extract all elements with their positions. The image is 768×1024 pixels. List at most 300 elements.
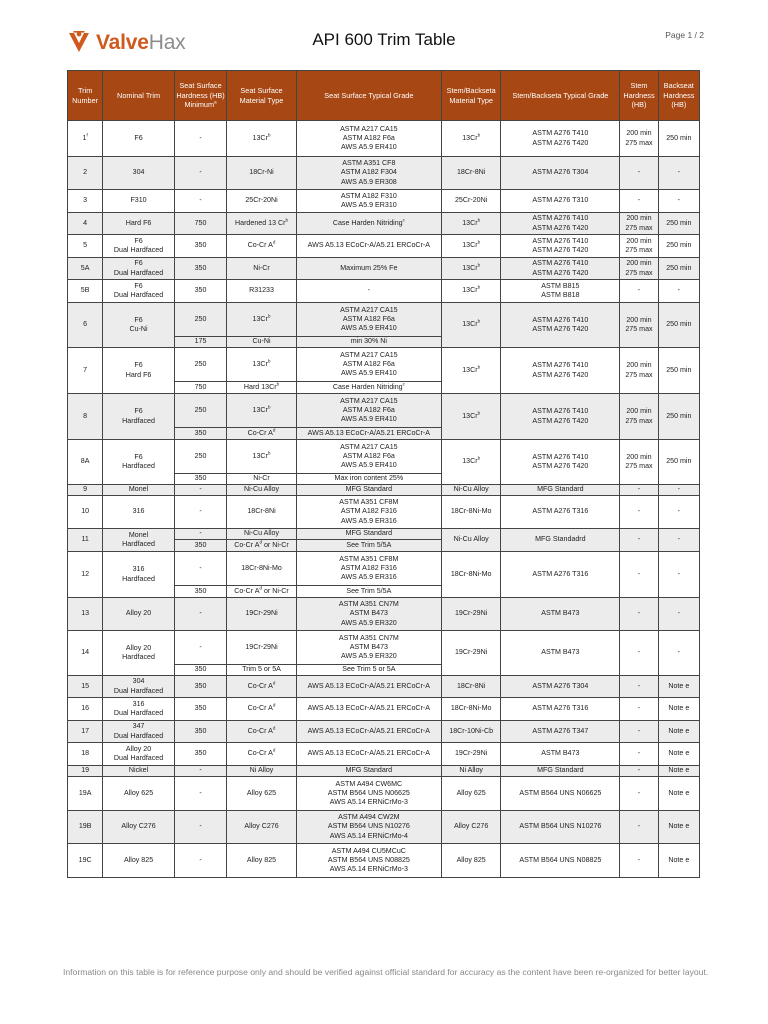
table-cell: 13Cr$^b$ [441,394,500,440]
table-cell: Alloy 20 Hardfaced [103,631,175,676]
table-cell: Case Harden Nitriding$^c$ [296,213,441,235]
table-cell: - [620,529,658,552]
table-cell: ASTM A276 T410 ASTM A276 T420 [501,348,620,394]
table-cell: 13Cr$^b$ [227,121,297,157]
table-cell: MFG Standard [501,485,620,496]
table-cell: 13Cr$^b$ [227,303,297,337]
table-cell: - [620,157,658,190]
table-cell: Ni Alloy [227,766,297,777]
table-cell: - [174,496,226,529]
footnote-marker: b [477,217,481,223]
footnote-marker: c [402,217,405,223]
table-cell: ASTM A276 T316 [501,496,620,529]
table-cell: ASTM A494 CW2M ASTM B564 UNS N10276 AWS A5.14 ERNiCrMo-4 [296,811,441,844]
table-cell: 19B [68,811,103,844]
table-row [68,394,700,428]
table-cell: 5A [68,258,103,280]
table-cell: 18Cr-8Ni-Mo [441,552,500,598]
table-cell: ASTM A276 T410 ASTM A276 T420 [501,213,620,235]
table-cell: 350 [174,743,226,766]
table-cell: 350 [174,280,226,303]
table-cell: MFG Standard [296,529,441,540]
table-cell: ASTM B473 [501,598,620,631]
table-cell: 10 [68,496,103,529]
table-cell: - [620,485,658,496]
table-cell: - [174,844,226,878]
table-cell: - [620,631,658,676]
table-cell: AWS A5.13 ECoCr-A/A5.21 ERCoCr-A [296,428,441,440]
footnote-marker: b [477,364,481,370]
footnote-marker: b [267,404,271,410]
table-cell: ASTM A276 T410 ASTM A276 T420 [501,440,620,485]
table-cell: 200 min 275 max [620,440,658,485]
table-row [68,698,700,721]
table-cell: ASTM A276 T410 ASTM A276 T420 [501,258,620,280]
table-cell: Alloy 625 [103,777,175,811]
page-number: Page 1 / 2 [665,30,704,40]
table-cell: Ni-Cu Alloy [441,485,500,496]
table-cell: 13 [68,598,103,631]
table-cell: ASTM A494 CW6MC ASTM B564 UNS N06625 AWS A5.14 ERNiCrMo-3 [296,777,441,811]
table-cell: ASTM A276 T410 ASTM A276 T420 [501,394,620,440]
table-cell: Ni Alloy [441,766,500,777]
table-cell: Alloy 20 [103,598,175,631]
footnote-marker: d [272,240,276,246]
trim-table [67,70,700,878]
table-cell: 6 [68,303,103,348]
table-cell: 304 [103,157,175,190]
table-cell: ASTM B473 [501,631,620,676]
table-cell: Cu-Ni [227,337,297,348]
table-cell: - [620,766,658,777]
column-header: Stem/Backseta Typical Grade [501,71,620,121]
table-cell: Max iron content 25% [296,474,441,485]
table-cell: 250 [174,348,226,382]
table-cell: min 30% Ni [296,337,441,348]
table-cell: 18Cr-Ni [227,157,297,190]
table-cell: 18Cr-8Ni-Mo [227,552,297,586]
table-cell: Ni-Cu Alloy [227,485,297,496]
table-cell: 350 [174,258,226,280]
table-cell: 19Cr-29Ni [441,743,500,766]
table-cell: See Trim 5/5A [296,540,441,552]
table-cell: 14 [68,631,103,676]
footnote-marker: b [267,358,271,364]
table-cell: Co-Cr $A^d$ or Ni-Cr [227,586,297,598]
table-cell: MFG Standard [296,485,441,496]
table-row [68,280,700,303]
table-cell: Alloy 20 Dual Hardfaced [103,743,175,766]
table-cell: ASTM A276 T304 [501,157,620,190]
table-cell: MFG Standadrd [501,529,620,552]
table-cell: ASTM A276 T410 ASTM A276 T420 [501,303,620,348]
table-cell: 2 [68,157,103,190]
table-cell: 304 Dual Hardfaced [103,676,175,698]
table-cell: 200 min 275 max [620,213,658,235]
table-cell: F6 Hardfaced [103,394,175,440]
table-cell: Ni-Cu Alloy [441,529,500,552]
footnote-marker: b [276,381,280,387]
table-cell: 350 [174,474,226,485]
table-cell: 350 [174,676,226,698]
footnote-marker: b [477,319,481,325]
table-cell: Co-Cr $A^d$ [227,235,297,258]
table-cell: 350 [174,665,226,676]
table-cell: Note e [658,676,699,698]
table-row [68,348,700,382]
footnote-marker: d [272,748,276,754]
table-cell: 9 [68,485,103,496]
table-cell: 316 Dual Hardfaced [103,698,175,721]
table-cell: ASTM A182 F310 AWS A5.9 ER310 [296,190,441,213]
table-row [68,485,700,496]
table-cell: - [658,190,699,213]
footnote-marker: b [267,132,271,138]
table-cell: 250 min [658,303,699,348]
table-cell: 200 min 275 max [620,394,658,440]
footnote-marker: d [272,703,276,709]
table-cell: 250 min [658,348,699,394]
table-cell: 13Cr$^b$ [227,348,297,382]
table-cell: ASTM A276 T410 ASTM A276 T420 [501,235,620,258]
table-row [68,552,700,586]
column-header: Seat Surface Typical Grade [296,71,441,121]
table-cell: - [658,631,699,676]
table-cell: 8A [68,440,103,485]
table-cell: - [174,631,226,665]
table-cell: 16 [68,698,103,721]
table-cell: ASTM A351 CF8 ASTM A182 F304 AWS A5.9 ER308 [296,157,441,190]
table-cell: - [620,721,658,743]
table-cell: - [174,485,226,496]
table-cell: 250 [174,440,226,474]
table-row [68,777,700,811]
table-cell: Alloy 625 [227,777,297,811]
column-header: Seat Surface Hardness (HB) Minimum$^a$ [174,71,226,121]
table-cell: Note e [658,721,699,743]
table-header-row [68,71,700,121]
column-header: Seat Surface Material Type [227,71,297,121]
table-cell: Co-Cr $A^d$ or Ni-Cr [227,540,297,552]
table-cell: Co-Cr $A^d$ [227,676,297,698]
table-cell: R31233 [227,280,297,303]
table-cell: 250 min [658,394,699,440]
footnote-marker: b [477,285,481,291]
table-cell: - [620,676,658,698]
table-cell: AWS A5.13 ECoCr-A/A5.21 ERCoCr-A [296,235,441,258]
table-cell: ASTM A351 CF8M ASTM A182 F316 AWS A5.9 ER316 [296,496,441,529]
table-cell: Monel Hardfaced [103,529,175,552]
document-title: API 600 Trim Table [312,30,456,49]
footnote-marker: d [272,725,276,731]
table-cell: F6 Hardfaced [103,440,175,485]
table-cell: Case Harden Nitriding$^c$ [296,382,441,394]
table-cell: ASTM A217 CA15 ASTM A182 F6a AWS A5.9 ER410 [296,121,441,157]
table-cell: ASTM A276 T304 [501,676,620,698]
table-cell: Co-Cr $A^d$ [227,698,297,721]
table-cell: - [620,190,658,213]
table-cell: ASTM A351 CN7M ASTM B473 AWS A5.9 ER320 [296,598,441,631]
table-cell: 12 [68,552,103,598]
table-cell: Co-Cr $A^d$ [227,721,297,743]
table-cell: - [174,121,226,157]
column-header: Stem/Backseta Material Type [441,71,500,121]
table-cell: ASTM B473 [501,743,620,766]
table-cell: 200 min 275 max [620,303,658,348]
table-cell: AWS A5.13 ECoCr-A/A5.21 ERCoCr-A [296,676,441,698]
table-row [68,235,700,258]
table-cell: 350 [174,698,226,721]
table-cell: 4 [68,213,103,235]
table-cell: Trim 5 or 5A [227,665,297,676]
table-cell: - [620,598,658,631]
table-cell: 1$^f$ [68,121,103,157]
table-cell: F6 Dual Hardfaced [103,280,175,303]
table-cell: 250 min [658,258,699,280]
table-cell: 19Cr-29Ni [227,631,297,665]
table-cell: 18Cr-8Ni [441,676,500,698]
table-cell: 350 [174,235,226,258]
table-cell: ASTM B815 ASTM B818 [501,280,620,303]
table-cell: 18Cr-8Ni-Mo [441,496,500,529]
table-cell: AWS A5.13 ECoCr-A/A5.21 ERCoCr-A [296,743,441,766]
table-cell: 200 min 275 max [620,348,658,394]
table-cell: - [296,280,441,303]
table-cell: 13Cr$^b$ [441,303,500,348]
table-row [68,743,700,766]
table-cell: ASTM A494 CU5MCuC ASTM B564 UNS N08825 AWS A5.14 ERNiCrMo-3 [296,844,441,878]
table-cell: 7 [68,348,103,394]
table-cell: Alloy 825 [103,844,175,878]
table-cell: 25Cr-20Ni [227,190,297,213]
table-cell: 13Cr$^b$ [441,235,500,258]
table-cell: - [620,811,658,844]
table-cell: Alloy C276 [103,811,175,844]
table-cell: 19Cr-29Ni [441,631,500,676]
brand-name-main: Valve [96,31,149,54]
table-cell: ASTM A217 CA15 ASTM A182 F6a AWS A5.9 ER410 [296,394,441,428]
table-cell: Note e [658,777,699,811]
table-cell: Alloy 825 [227,844,297,878]
footnote-marker: b [477,132,481,138]
table-cell: 17 [68,721,103,743]
table-cell: MFG Standard [501,766,620,777]
table-cell: 750 [174,213,226,235]
table-cell: - [174,766,226,777]
table-cell: - [620,280,658,303]
table-cell: ASTM A351 CN7M ASTM B473 AWS A5.9 ER320 [296,631,441,665]
table-cell: - [620,743,658,766]
table-cell: 200 min 275 max [620,121,658,157]
table-cell: 350 [174,586,226,598]
table-cell: - [658,598,699,631]
table-cell: 18Cr-10Ni-Cb [441,721,500,743]
table-cell: 350 [174,428,226,440]
footnote-marker: b [477,240,481,246]
footnote-marker: d [259,585,262,591]
column-header: Stem Hardness (HB) [620,71,658,121]
table-cell: Ni-Cr [227,258,297,280]
table-cell: Note e [658,811,699,844]
table-cell: - [174,777,226,811]
table-cell: 19 [68,766,103,777]
table-cell: Hardened 13 Cr$^b$ [227,213,297,235]
table-cell: 15 [68,676,103,698]
table-row [68,303,700,337]
table-cell: F310 [103,190,175,213]
table-cell: 13Cr$^b$ [441,440,500,485]
table-cell: Note e [658,743,699,766]
table-cell: 13Cr$^b$ [227,394,297,428]
table-cell: 13Cr$^b$ [227,440,297,474]
table-cell: Maximum 25% Fe [296,258,441,280]
table-cell: 316 Hardfaced [103,552,175,598]
table-cell: - [658,552,699,598]
table-cell: - [620,496,658,529]
table-cell: 250 min [658,213,699,235]
table-cell: - [658,485,699,496]
disclaimer-footnote: Information on this table is for reference purpose only and should be verified against official standard for accuracy as the content have been re-organized for better layout. [63,967,709,977]
table-cell: Note e [658,698,699,721]
table-cell: - [174,552,226,586]
table-cell: 347 Dual Hardfaced [103,721,175,743]
table-cell: - [174,190,226,213]
table-cell: ASTM B564 UNS N06625 [501,777,620,811]
table-row [68,676,700,698]
table-cell: 750 [174,382,226,394]
table-cell: 5B [68,280,103,303]
table-cell: 18Cr-8Ni [441,157,500,190]
table-cell: See Trim 5 or 5A [296,665,441,676]
table-cell: MFG Standard [296,766,441,777]
table-cell: AWS A5.13 ECoCr-A/A5.21 ERCoCr-A [296,698,441,721]
table-cell: Alloy C276 [227,811,297,844]
table-cell: 250 [174,394,226,428]
table-cell: - [174,529,226,540]
table-cell: ASTM A351 CF8M ASTM A182 F316 AWS A5.9 ER316 [296,552,441,586]
table-cell: - [658,157,699,190]
table-row [68,529,700,540]
footnote-marker: b [477,262,481,268]
table-cell: - [658,529,699,552]
table-cell: 13Cr$^b$ [441,348,500,394]
table-cell: ASTM A217 CA15 ASTM A182 F6a AWS A5.9 ER410 [296,440,441,474]
footnote-marker: b [267,450,271,456]
table-cell: F6 Cu-Ni [103,303,175,348]
table-cell: 18Cr-8Ni-Mo [441,698,500,721]
table-cell: Hard 13Cr$^b$ [227,382,297,394]
table-cell: 250 min [658,235,699,258]
table-cell: - [620,698,658,721]
table-cell: AWS A5.13 ECoCr-A/A5.21 ERCoCr-A [296,721,441,743]
table-row [68,213,700,235]
table-cell: - [620,844,658,878]
table-cell: ASTM B564 UNS N10276 [501,811,620,844]
table-cell: - [174,157,226,190]
table-row [68,631,700,665]
table-cell: 13Cr$^b$ [441,280,500,303]
column-header: Trim Number [68,71,103,121]
table-row [68,157,700,190]
table-cell: ASTM A276 T347 [501,721,620,743]
table-row [68,811,700,844]
table-row [68,258,700,280]
table-cell: 175 [174,337,226,348]
footnote-marker: d [272,680,276,686]
table-cell: 5 [68,235,103,258]
table-cell: Ni-Cr [227,474,297,485]
table-cell: 350 [174,540,226,552]
table-cell: 19Cr-29Ni [441,598,500,631]
table-cell: 350 [174,721,226,743]
footnote-marker: c [402,381,405,387]
column-header: Backseat Hardness (HB) [658,71,699,121]
table-cell: ASTM A276 T310 [501,190,620,213]
table-cell: 25Cr-20Ni [441,190,500,213]
footnote-marker: f [86,132,88,138]
table-row [68,496,700,529]
table-cell: Note e [658,844,699,878]
table-cell: Monel [103,485,175,496]
table-row [68,844,700,878]
table-cell: F6 Hard F6 [103,348,175,394]
table-cell: 13Cr$^b$ [441,121,500,157]
table-cell: 19Cr-29Ni [227,598,297,631]
table-cell: 200 min 275 max [620,258,658,280]
table-cell: F6 Dual Hardfaced [103,258,175,280]
footnote-marker: d [259,539,262,545]
table-row [68,440,700,474]
table-cell: - [174,811,226,844]
footnote-marker: d [272,427,276,433]
column-header: Nominal Trim [103,71,175,121]
table-cell: ASTM A276 T410 ASTM A276 T420 [501,121,620,157]
table-cell: 13Cr$^b$ [441,213,500,235]
table-cell: F6 Dual Hardfaced [103,235,175,258]
table-row [68,190,700,213]
table-cell: 8 [68,394,103,440]
table-cell: ASTM A276 T316 [501,552,620,598]
table-cell: See Trim 5/5A [296,586,441,598]
table-cell: Hard F6 [103,213,175,235]
table-cell: - [620,777,658,811]
footnote-marker: b [267,313,271,319]
brand-name-accent: Hax [148,31,186,54]
table-cell: 3 [68,190,103,213]
table-cell: - [658,280,699,303]
table-row [68,721,700,743]
table-cell: 250 min [658,440,699,485]
table-cell: 316 [103,496,175,529]
table-cell: - [620,552,658,598]
table-cell: 11 [68,529,103,552]
footnote-marker: a [214,99,217,105]
table-row [68,766,700,777]
table-cell: Alloy 625 [441,777,500,811]
footnote-marker: b [477,410,481,416]
table-cell: - [174,598,226,631]
table-row [68,121,700,157]
table-row [68,598,700,631]
footnote-marker: b [477,456,481,462]
table-cell: 19A [68,777,103,811]
table-cell: Co-Cr $A^d$ [227,428,297,440]
table-cell: ASTM A217 CA15 ASTM A182 F6a AWS A5.9 ER410 [296,303,441,337]
table-cell: ASTM A276 T316 [501,698,620,721]
table-cell: - [658,496,699,529]
table-cell: 18Cr-8Ni [227,496,297,529]
table-cell: 250 min [658,121,699,157]
